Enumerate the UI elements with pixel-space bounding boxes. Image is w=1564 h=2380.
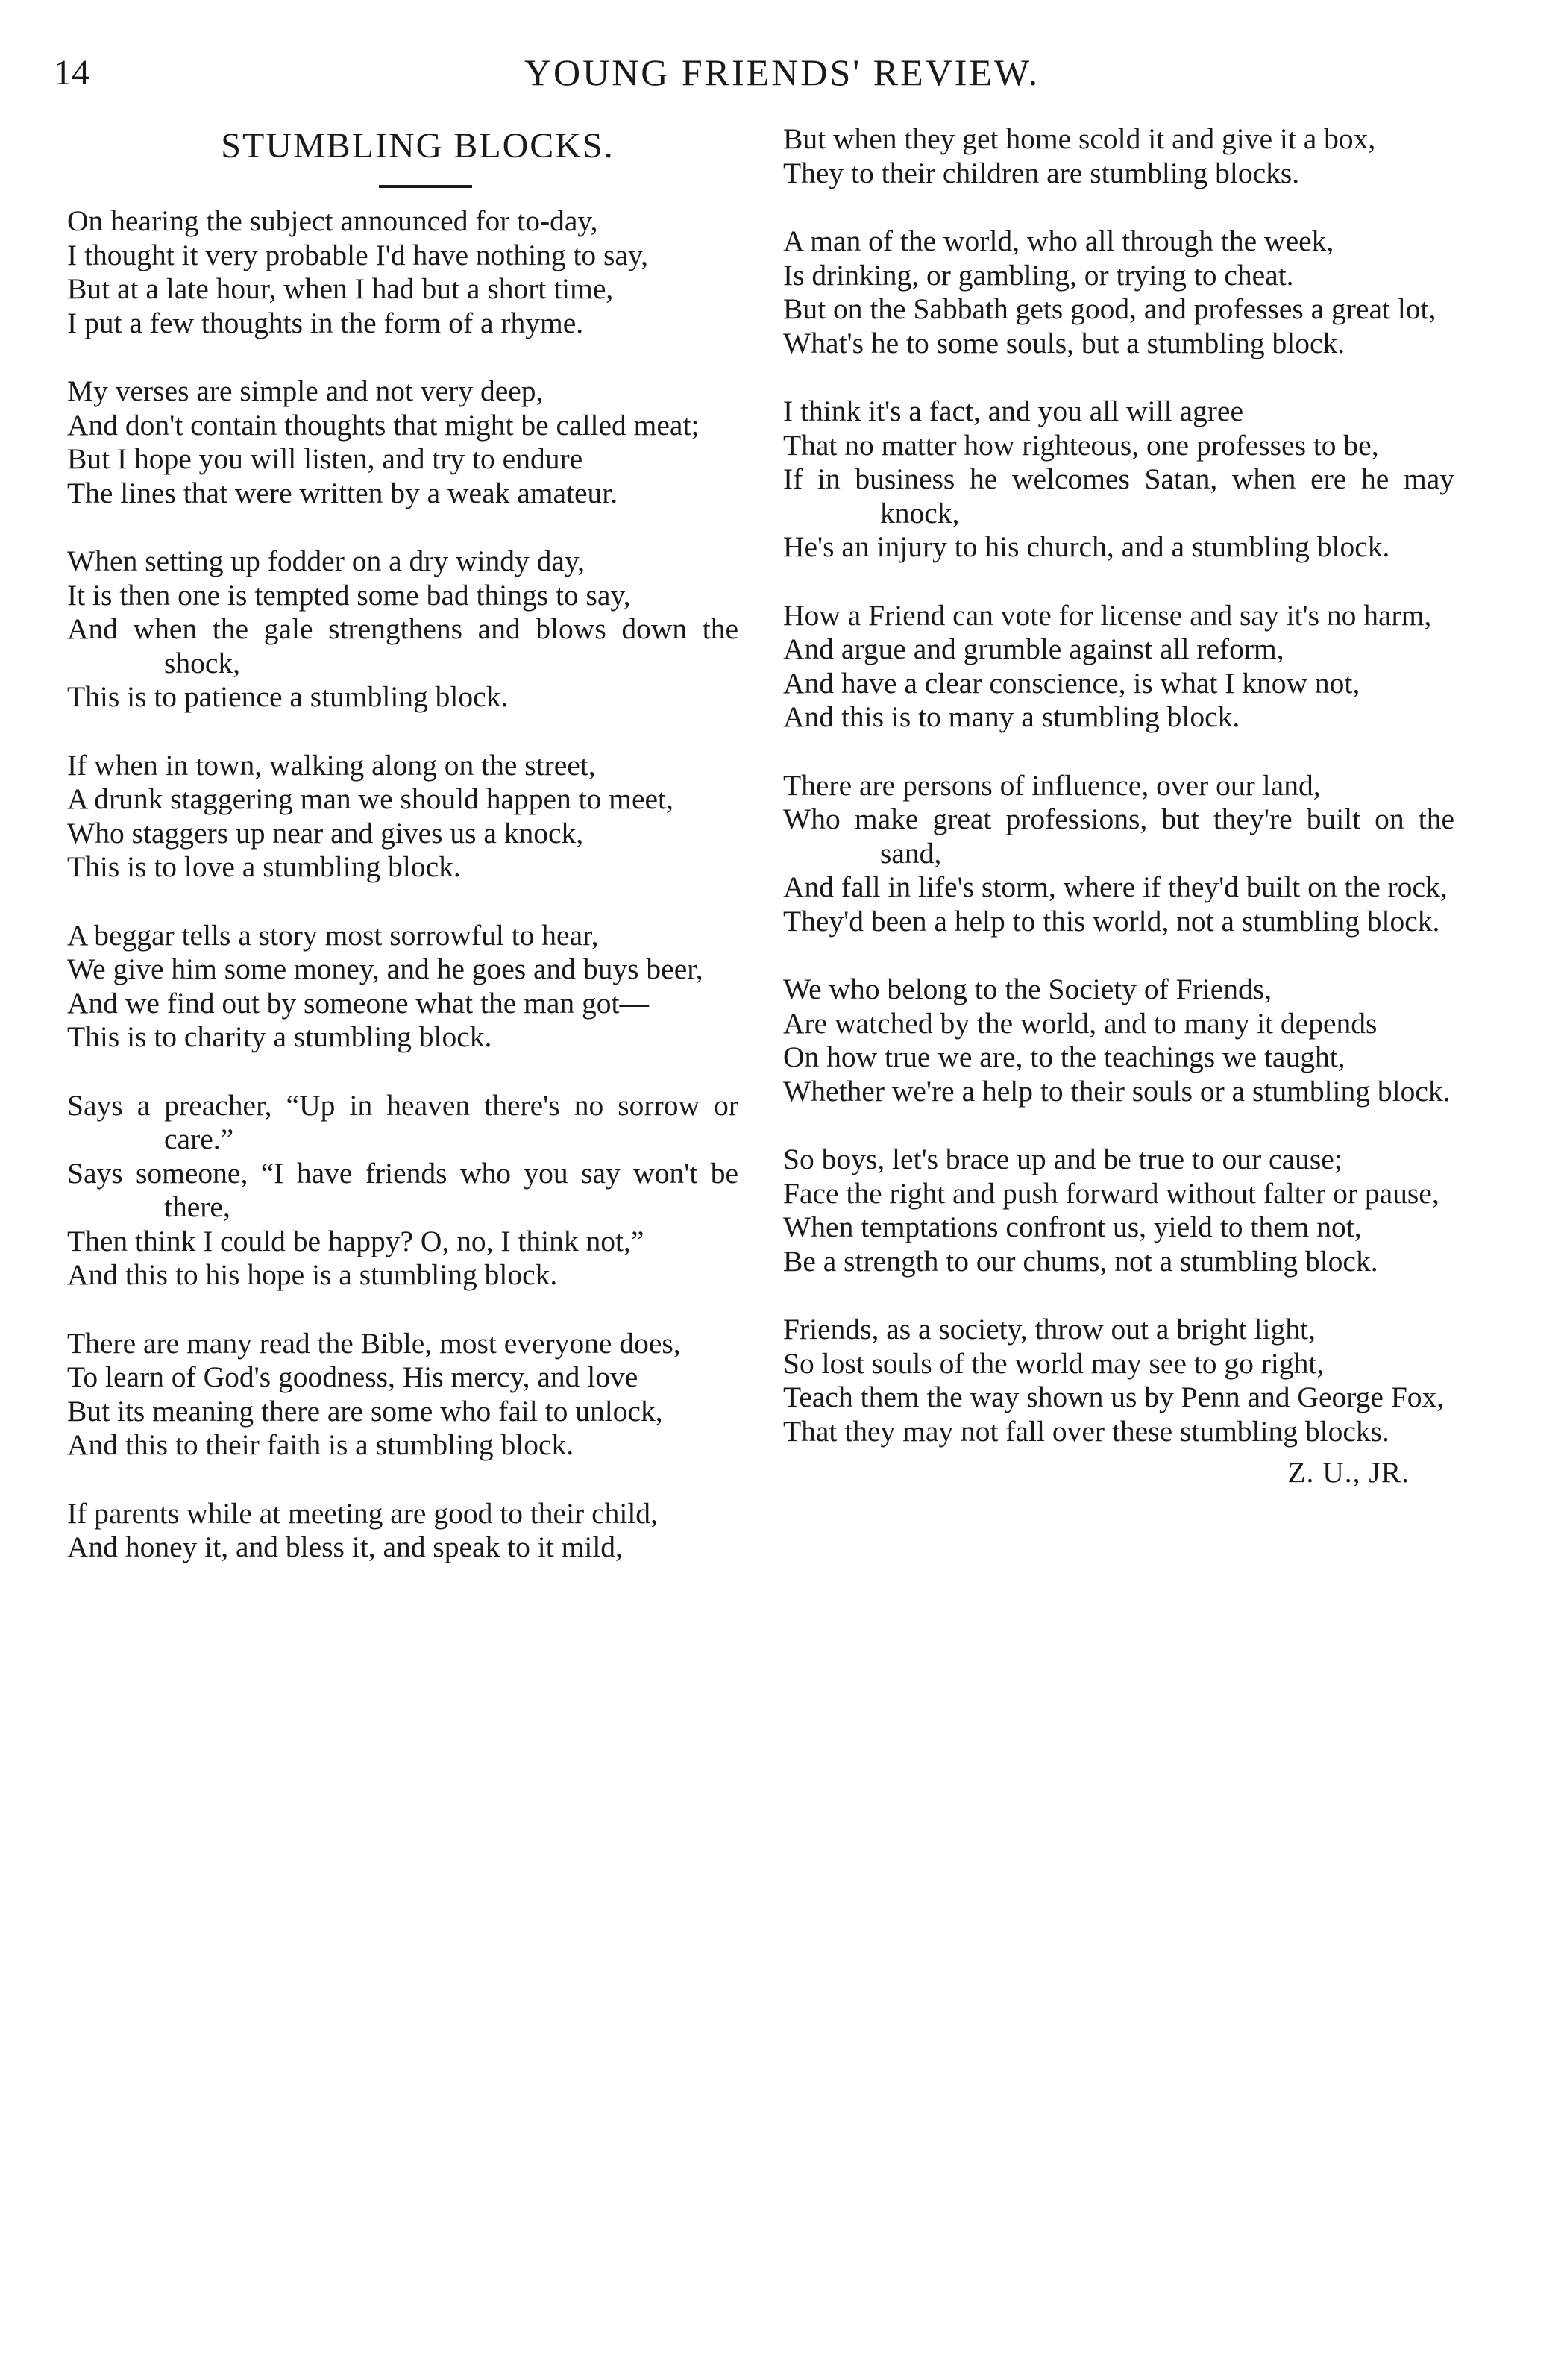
poem-line: We give him some money, and he goes and buys beer,: [67, 952, 703, 985]
poem-line: Says someone, “I have friends who you say won't be there,: [67, 1156, 738, 1223]
poem-line: On how true we are, to the teachings we taught,: [783, 1040, 1345, 1073]
poem-line: Friends, as a society, throw out a bright light,: [783, 1313, 1316, 1346]
running-head: YOUNG FRIENDS' REVIEW.: [524, 51, 1040, 93]
poem-line: To learn of God's goodness, His mercy, and love: [67, 1360, 638, 1393]
poem-line: If when in town, walking along on the street,: [67, 748, 596, 782]
stanza: [67, 204, 738, 340]
stanza: [67, 1497, 738, 1565]
stanza: [67, 919, 738, 1055]
author-signature: Z. U., JR.: [1287, 1456, 1410, 1489]
right-column: [783, 122, 1454, 1490]
poem-line: I thought it very probable I'd have nothing to say,: [67, 238, 649, 271]
poem-line: This is to patience a stumbling block.: [67, 680, 509, 713]
poem-line: But on the Sabbath gets good, and professes a great lot,: [783, 292, 1436, 325]
poem-line: That they may not fall over these stumbling blocks.: [783, 1414, 1389, 1448]
title-rule: [379, 185, 472, 188]
poem-line: Face the right and push forward without falter or pause,: [783, 1176, 1439, 1210]
poem-line: And this is to many a stumbling block.: [783, 700, 1240, 733]
poem-line: Be a strength to our chums, not a stumbling block.: [783, 1244, 1378, 1278]
stanza: [783, 1143, 1454, 1278]
poem-line: But its meaning there are some who fail to unlock,: [67, 1394, 663, 1428]
poem-line: And have a clear conscience, is what I know not,: [783, 666, 1360, 700]
stanza: [783, 225, 1454, 360]
left-column: [67, 122, 738, 1565]
poem-line: So boys, let's brace up and be true to our cause;: [783, 1143, 1342, 1175]
poem-line: But I hope you will listen, and try to endure: [67, 442, 583, 475]
poem-line: When temptations confront us, yield to them not,: [783, 1211, 1362, 1243]
stanza: [783, 769, 1454, 939]
poem-line: And argue and grumble against all reform,: [783, 632, 1284, 665]
poem-line: And this to their faith is a stumbling block.: [67, 1428, 574, 1461]
page-number: 14: [54, 53, 89, 92]
stanza: [67, 544, 738, 715]
poem-line: He's an injury to his church, and a stumbling block.: [783, 530, 1390, 563]
poem-line: Is drinking, or gambling, or trying to cheat.: [783, 258, 1294, 292]
poem-line: Are watched by the world, and to many it depends: [783, 1006, 1378, 1040]
poem-line: This is to charity a stumbling block.: [67, 1020, 492, 1053]
poem-line: I put a few thoughts in the form of a rhyme.: [67, 306, 584, 339]
poem-line: This is to love a stumbling block.: [67, 850, 461, 883]
poem-line: I think it's a fact, and you all will agree: [783, 395, 1243, 427]
stanza: [67, 374, 738, 510]
poem-line: A drunk staggering man we should happen to meet,: [67, 782, 673, 815]
poem-line: It is then one is tempted some bad things to say,: [67, 578, 631, 612]
poem-line: But when they get home scold it and give it a box,: [783, 122, 1376, 155]
poem-line: There are persons of influence, over our land,: [783, 768, 1321, 802]
poem-line: Says a preacher, “Up in heaven there's no sorrow or care.”: [67, 1088, 738, 1155]
poem-line: A man of the world, who all through the week,: [783, 225, 1334, 257]
stanza: [67, 1089, 738, 1293]
poem-line: And honey it, and bless it, and speak to it mild,: [67, 1530, 623, 1563]
poem-line: They'd been a help to this world, not a stumbling block.: [783, 904, 1440, 938]
poem-line: But at a late hour, when I had but a short time,: [67, 272, 614, 305]
poem-line: And when the gale strengthens and blows down the shock,: [67, 612, 738, 679]
stanza: [783, 1313, 1454, 1448]
article-title: STUMBLING BLOCKS.: [221, 126, 615, 166]
poem-line: Then think I could be happy? O, no, I think not,”: [67, 1224, 644, 1257]
poem-line: How a Friend can vote for license and say it's no harm,: [783, 598, 1432, 632]
poem-line: On hearing the subject announced for to-day,: [67, 204, 598, 237]
poem-line: If parents while at meeting are good to their child,: [67, 1496, 658, 1530]
poem-line: And we find out by someone what the man got—: [67, 986, 649, 1020]
stanza: [67, 1327, 738, 1463]
poem-line: They to their children are stumbling blocks.: [783, 156, 1300, 189]
poem-line: Who staggers up near and gives us a knock,: [67, 816, 584, 850]
poem-line: And this to his hope is a stumbling block.: [67, 1258, 558, 1291]
stanza: [783, 599, 1454, 735]
poem-line: When setting up fodder on a dry windy day,: [67, 544, 585, 577]
poem-line: So lost souls of the world may see to go right,: [783, 1346, 1325, 1380]
poem-line: My verses are simple and not very deep,: [67, 374, 544, 407]
poem-line: And don't contain thoughts that might be called meat;: [67, 408, 700, 442]
poem-line: Who make great professions, but they're built on the sand,: [783, 803, 1454, 870]
stanza: [67, 749, 738, 885]
poem-line: We who belong to the Society of Friends,: [783, 973, 1272, 1005]
poem-line: And fall in life's storm, where if they'd built on the rock,: [783, 870, 1448, 903]
poem-line: A beggar tells a story most sorrowful to hear,: [67, 918, 599, 952]
poem-line: If in business he welcomes Satan, when ere he may knock,: [783, 462, 1454, 530]
poem-line: Whether we're a help to their souls or a stumbling block.: [783, 1074, 1451, 1108]
poem-line: That no matter how righteous, one professes to be,: [783, 428, 1379, 462]
stanza: [783, 973, 1454, 1108]
poem-line: The lines that were written by a weak amateur.: [67, 476, 618, 509]
poem-line: Teach them the way shown us by Penn and George Fox,: [783, 1381, 1445, 1413]
poem-line: There are many read the Bible, most everyone does,: [67, 1326, 681, 1360]
stanza: [783, 122, 1454, 190]
stanza: [783, 395, 1454, 565]
poem-line: What's he to some souls, but a stumbling block.: [783, 326, 1345, 359]
